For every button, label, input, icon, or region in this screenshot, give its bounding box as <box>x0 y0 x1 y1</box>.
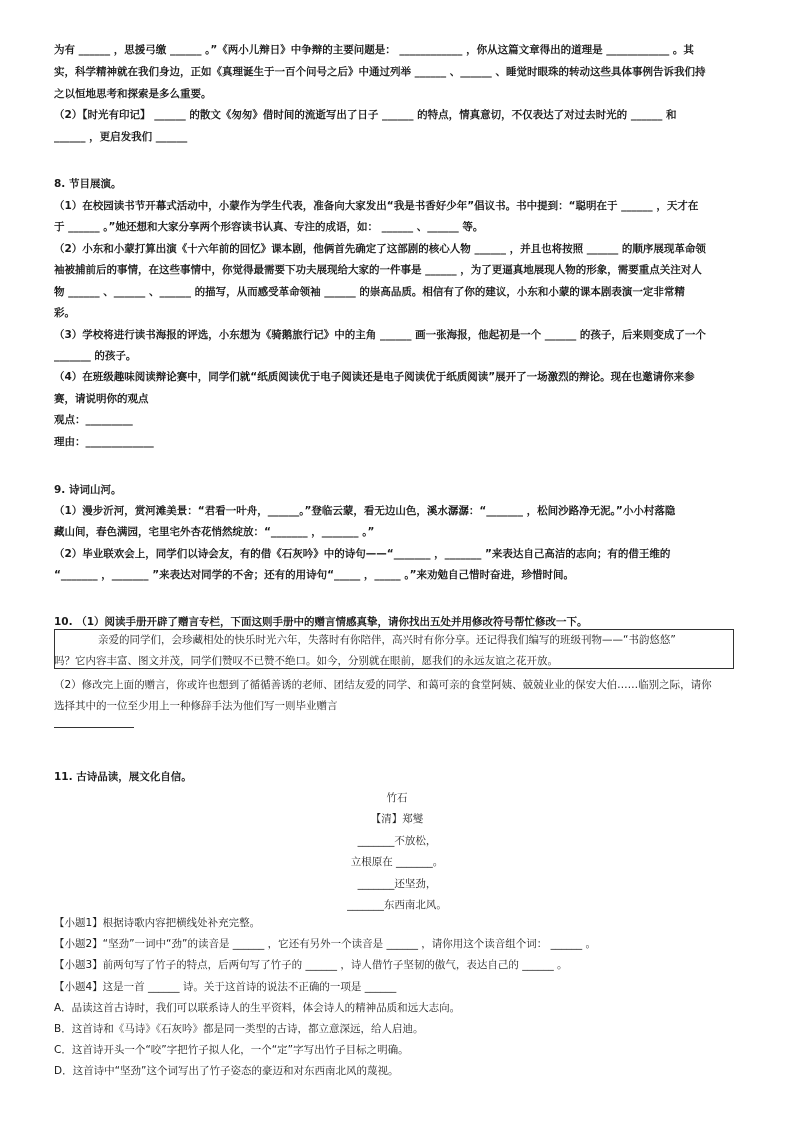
q8-line-4: 袖被捕前后的事情，在这些事情中，你觉得最需要下功夫展现给大家的一件事是 ______ ，为了更逼真地展现人物的形象，需要重点关注对人 <box>54 264 702 276</box>
subquestion-1: 【小题1】根据诗歌内容把横线处补充完整。 <box>54 917 261 929</box>
q7-line-3: 之以恒地思考和探索是多么重要。 <box>54 88 212 100</box>
answer-line <box>54 727 134 728</box>
q7-part2-line-2: ______ ，更启发我们 ______ <box>54 131 188 143</box>
q8-line-10: 赛，请说明你的观点 <box>54 393 149 405</box>
q9-heading: 9. 诗词山河。 <box>54 484 122 496</box>
option-a: A．品读这首古诗时，我们可以联系诗人的生平资料，体会诗人的精神品质和远大志向。 <box>54 1002 461 1014</box>
q7-line-1: 为有 ______ ，思援弓缴 ______ 。”《两小儿辩日》中争辩的主要问题是： ____________ ，你从这篇文章得出的道理是 ____________ 。其 <box>54 44 694 56</box>
farewell-message-line-2: 吗？它内容丰富、图文并茂，同学们赞叹不已赞不绝口。如今，分别就在眼前，愿我们的永远友谊之花开放。 <box>54 655 558 667</box>
subquestion-2: 【小题2】“坚劲”一词中“劲”的读音是 ______ ，它还有另外一个读音是 ______ ，请你用这个读音组个词： ______ 。 <box>54 938 596 950</box>
poem-title: 竹石 <box>386 792 408 804</box>
poem-line-4: _______东西南北风。 <box>347 899 447 911</box>
q8-line-2: 于 ______ 。”她还想和大家分享两个形容读书认真、专注的成语，如： ______ 、______ 等。 <box>54 221 484 233</box>
q8-heading: 8. 节目展演。 <box>54 178 122 190</box>
q9-line-4: “_______ ，_______ ”来表达对同学的不舍；还有的用诗句“_____ ，_____ 。”来劝勉自己惜时奋进，珍惜时间。 <box>54 569 574 581</box>
q8-line-1: （1）在校园读书节开幕式活动中，小蒙作为学生代表，准备向大家发出“我是书香好少年”倡议书。书中提到：“聪明在于 ______ ，天才在 <box>54 200 699 212</box>
option-d: D．这首诗中“坚劲”这个词写出了竹子姿态的豪迈和对东西南北风的蔑视。 <box>54 1065 399 1077</box>
q10-part2-line-2: 选择其中的一位至少用上一种修辞手法为他们写一则毕业赠言 <box>54 700 338 712</box>
q7-part2-line-1: （2）【时光有印记】 ______ 的散文《匆匆》借时间的流逝写出了日子 ______ 的特点，情真意切，不仅表达了对过去时光的 ______ 和 <box>54 109 677 121</box>
q8-viewpoint: 观点：_________ <box>54 414 133 426</box>
farewell-message-line-1: 亲爱的同学们，会珍藏相处的快乐时光六年，失落时有你陪伴，高兴时有你分享。还记得我们编写的班级刊物——“书韵悠悠” <box>98 634 676 646</box>
q11-heading: 11. 古诗品读，展文化自信。 <box>54 771 192 783</box>
q10-heading: 10. （1）阅读手册开辟了赠言专栏，下面这则手册中的赠言情感真挚，请你找出五处并用修改符号帮忙修改一下。 <box>54 616 588 628</box>
q8-line-3: （2）小东和小蒙打算出演《十六年前的回忆》课本剧，他俩首先确定了这部剧的核心人物 ______ ，并且也将按照 ______ 的顺序展现革命领 <box>54 243 706 255</box>
q9-line-2: 藏山间，春色满园，宅里宅外杏花悄然绽放：“_______ ，_______ 。” <box>54 526 375 538</box>
q8-line-8: _______ 的孩子。 <box>54 350 137 362</box>
q8-line-5: 物 ______ 、______ 、______ 的描写，从而感受革命领袖 ______ 的崇高品质。相信有了你的建议，小东和小蒙的课本剧表演一定非常精 <box>54 286 685 298</box>
q8-line-6: 彩。 <box>54 307 75 319</box>
q10-part2-line-1: （2）修改完上面的赠言，你或许也想到了循循善诱的老师、团结友爱的同学、和蔼可亲的食堂阿姨、兢兢业业的保安大伯……临别之际，请你 <box>54 679 712 691</box>
poem-author: 【清】郑燮 <box>370 813 424 825</box>
q9-line-3: （2）毕业联欢会上，同学们以诗会友，有的借《石灰吟》中的诗句——“_______ ，_______ ”来表达自己高洁的志向；有的借王维的 <box>54 548 671 560</box>
q8-reason: 理由：_____________ <box>54 436 154 448</box>
subquestion-4: 【小题4】这是一首 ______ 诗。关于这首诗的说法不正确的一项是 ______ <box>54 981 397 993</box>
poem-line-3: _______还坚劲， <box>357 878 437 890</box>
option-b: B．这首诗和《马诗》《石灰吟》都是同一类型的古诗，都立意深远，给人启迪。 <box>54 1023 424 1035</box>
q8-line-7: （3）学校将进行读书海报的评选，小东想为《骑鹅旅行记》中的主角 ______ 画一张海报，他起初是一个 ______ 的孩子，后来则变成了一个 <box>54 329 706 341</box>
q9-line-1: （1）漫步沂河，赏河滩美景：“君看一叶舟，______。”登临云蒙，看无边山色，溪水潺潺：“_______ ，松间沙路净无泥。”小小村落隐 <box>54 505 676 517</box>
option-c: C．这首诗开头一个“咬”字把竹子拟人化，一个“定”字写出竹子目标之明确。 <box>54 1044 409 1056</box>
poem-line-2: 立根原在 _______。 <box>350 856 444 868</box>
poem-line-1: _______不放松， <box>357 835 437 847</box>
subquestion-3: 【小题3】前两句写了竹子的特点，后两句写了竹子的 ______ ，诗人借竹子坚韧的傲气，表达自己的 ______ 。 <box>54 959 568 971</box>
q8-line-9: （4）在班级趣味阅读辩论赛中，同学们就“纸质阅读优于电子阅读还是电子阅读优于纸质阅读”展开了一场激烈的辩论。现在也邀请你来参 <box>54 371 695 383</box>
q7-line-2: 实，科学精神就在我们身边，正如《真理诞生于一百个问号之后》中通过列举 ______ 、______ 、睡觉时眼珠的转动这些具体事例告诉我们持 <box>54 66 706 78</box>
